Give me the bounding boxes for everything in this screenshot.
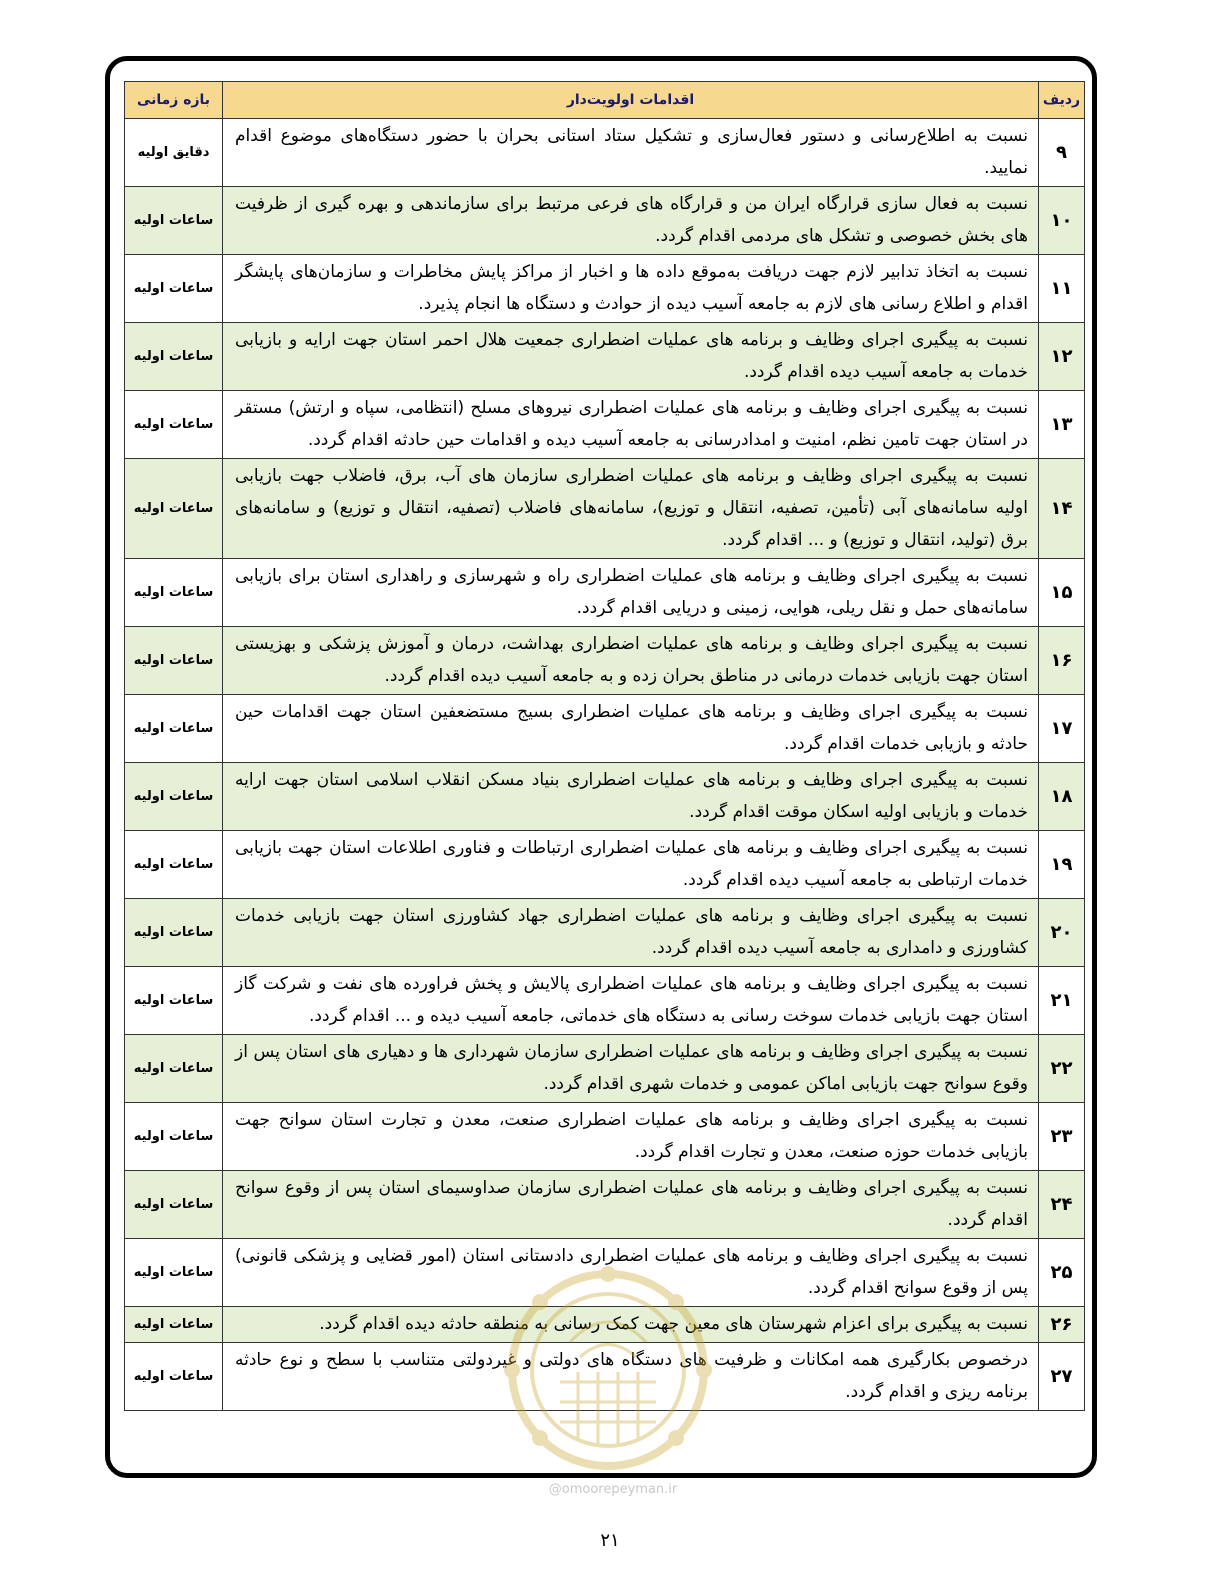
header-priority-actions: اقدامات اولویت‌دار <box>223 82 1039 119</box>
time-frame-cell: ساعات اولیه <box>125 1343 223 1411</box>
time-frame-cell: ساعات اولیه <box>125 187 223 255</box>
table-row <box>125 1307 1085 1343</box>
action-text-cell: نسبت به پیگیری اجرای وظایف و برنامه های عملیات اضطراری سازمان شهرداری ها و دهیاری های استان پس از وقوع سوانح جهت بازیابی اماکن عمومی و خدمات شهری اقدام گردد. <box>223 1035 1039 1103</box>
time-frame-cell: ساعات اولیه <box>125 391 223 459</box>
row-number-cell: ۲۴ <box>1039 1171 1085 1239</box>
table-row <box>125 1035 1085 1103</box>
action-text-cell: نسبت به پیگیری اجرای وظایف و برنامه های عملیات اضطراری صنعت، معدن و تجارت استان سوانح جهت بازیابی خدمات حوزه صنعت، معدن و تجارت اقدام گردد. <box>223 1103 1039 1171</box>
time-frame-cell: ساعات اولیه <box>125 695 223 763</box>
table-row <box>125 1103 1085 1171</box>
table-header-row <box>125 82 1085 119</box>
row-number-cell: ۲۶ <box>1039 1307 1085 1343</box>
row-number-cell: ۲۲ <box>1039 1035 1085 1103</box>
time-frame-cell: ساعات اولیه <box>125 899 223 967</box>
table-row <box>125 763 1085 831</box>
time-frame-cell: دقایق اولیه <box>125 119 223 187</box>
action-text-cell: نسبت به پیگیری اجرای وظایف و برنامه های عملیات اضطراری بهداشت، درمان و آموزش پزشکی و بهزیستی استان جهت بازیابی خدمات درمانی در مناطق بحران زده و به جامعه آسیب دیده اقدام گردد. <box>223 627 1039 695</box>
time-frame-cell: ساعات اولیه <box>125 1171 223 1239</box>
action-text-cell: نسبت به پیگیری اجرای وظایف و برنامه های عملیات اضطراری سازمان صداوسیمای استان پس از وقوع سوانح اقدام گردد. <box>223 1171 1039 1239</box>
table-row <box>125 559 1085 627</box>
row-number-cell: ۱۰ <box>1039 187 1085 255</box>
time-frame-cell: ساعات اولیه <box>125 1103 223 1171</box>
row-number-cell: ۱۴ <box>1039 459 1085 559</box>
time-frame-cell: ساعات اولیه <box>125 1239 223 1307</box>
row-number-cell: ۱۱ <box>1039 255 1085 323</box>
table-row <box>125 831 1085 899</box>
action-text-cell: نسبت به پیگیری اجرای وظایف و برنامه های عملیات اضطراری راه و شهرسازی و راهداری استان برای بازیابی سامانه‌های حمل و نقل ریلی، هوایی، زمینی و دریایی اقدام گردد. <box>223 559 1039 627</box>
row-number-cell: ۲۱ <box>1039 967 1085 1035</box>
table-row <box>125 967 1085 1035</box>
action-text-cell: نسبت به پیگیری اجرای وظایف و برنامه های عملیات اضطراری دادستانی استان (امور قضایی و پزشکی قانونی) پس از وقوع سوانح اقدام گردد. <box>223 1239 1039 1307</box>
action-text-cell: نسبت به اطلاع‌رسانی و دستور فعال‌سازی و تشکیل ستاد استانی بحران با حضور دستگاه‌های موضوع اقدام نمایید. <box>223 119 1039 187</box>
action-text-cell: نسبت به پیگیری اجرای وظایف و برنامه های عملیات اضطراری نیروهای مسلح (انتظامی، سپاه و ارتش) مستقر در استان جهت تامین نظم، امنیت و امدادرسانی به جامعه آسیب دیده و اقدامات حین حادثه اقدام گردد. <box>223 391 1039 459</box>
action-text-cell: نسبت به پیگیری اجرای وظایف و برنامه های عملیات اضطراری پالایش و پخش فراورده های نفت و شرکت گاز استان جهت بازیابی خدمات سوخت رسانی به دستگاه های خدماتی، جامعه آسیب دیده و ... اقدام گردد. <box>223 967 1039 1035</box>
row-number-cell: ۱۲ <box>1039 323 1085 391</box>
action-text-cell: نسبت به پیگیری برای اعزام شهرستان های معین جهت کمک رسانی به منطقه حادثه دیده اقدام گردد. <box>223 1307 1039 1343</box>
action-text-cell: نسبت به پیگیری اجرای وظایف و برنامه های عملیات اضطراری ارتباطات و فناوری اطلاعات استان جهت بازیابی خدمات ارتباطی به جامعه آسیب دیده اقدام گردد. <box>223 831 1039 899</box>
row-number-cell: ۱۷ <box>1039 695 1085 763</box>
action-text-cell: درخصوص بکارگیری همه امکانات و ظرفیت های دستگاه های دولتی و غیردولتی متناسب با سطح و نوع حادثه برنامه ریزی و اقدام گردد. <box>223 1343 1039 1411</box>
table-row <box>125 255 1085 323</box>
time-frame-cell: ساعات اولیه <box>125 459 223 559</box>
action-text-cell: نسبت به پیگیری اجرای وظایف و برنامه های عملیات اضطراری بنیاد مسکن انقلاب اسلامی استان جهت ارایه خدمات و بازیابی اولیه اسکان موقت اقدام گردد. <box>223 763 1039 831</box>
time-frame-cell: ساعات اولیه <box>125 967 223 1035</box>
action-text-cell: نسبت به اتخاذ تدابیر لازم جهت دریافت به‌موقع داده ها و اخبار از مراکز پایش مخاطرات و سازمان‌های پایشگر اقدام و اطلاع رسانی های لازم به جامعه آسیب دیده از حوادث و دستگاه ها انجام پذیرد. <box>223 255 1039 323</box>
row-number-cell: ۲۰ <box>1039 899 1085 967</box>
row-number-cell: ۱۵ <box>1039 559 1085 627</box>
time-frame-cell: ساعات اولیه <box>125 1035 223 1103</box>
table-row <box>125 323 1085 391</box>
row-number-cell: ۲۷ <box>1039 1343 1085 1411</box>
table-row <box>125 627 1085 695</box>
time-frame-cell: ساعات اولیه <box>125 1307 223 1343</box>
time-frame-cell: ساعات اولیه <box>125 323 223 391</box>
header-time-frame: بازه زمانی <box>125 82 223 119</box>
time-frame-cell: ساعات اولیه <box>125 559 223 627</box>
page-number: ۲۱ <box>600 1530 620 1551</box>
time-frame-cell: ساعات اولیه <box>125 831 223 899</box>
table-row <box>125 119 1085 187</box>
row-number-cell: ۱۶ <box>1039 627 1085 695</box>
table-row <box>125 187 1085 255</box>
row-number-cell: ۱۳ <box>1039 391 1085 459</box>
time-frame-cell: ساعات اولیه <box>125 763 223 831</box>
action-text-cell: نسبت به پیگیری اجرای وظایف و برنامه های عملیات اضطراری بسیج مستضعفین استان جهت اقدامات حین حادثه و بازیابی خدمات اقدام گردد. <box>223 695 1039 763</box>
row-number-cell: ۲۳ <box>1039 1103 1085 1171</box>
row-number-cell: ۲۵ <box>1039 1239 1085 1307</box>
priority-actions-table <box>124 81 1085 1411</box>
table-row <box>125 695 1085 763</box>
table-row <box>125 459 1085 559</box>
action-text-cell: نسبت به پیگیری اجرای وظایف و برنامه های عملیات اضطراری جهاد کشاورزی استان جهت بازیابی خدمات کشاورزی و دامداری به جامعه آسیب دیده اقدام گردد. <box>223 899 1039 967</box>
header-row-number: ردیف <box>1039 82 1085 119</box>
action-text-cell: نسبت به پیگیری اجرای وظایف و برنامه های عملیات اضطراری سازمان های آب، برق، فاضلاب جهت بازیابی اولیه سامانه‌های آبی (تأمین، تصفیه، انتقال و توزیع)، سامانه‌های فاضلاب (تصفیه، انتقال و توزیع) و سامانه‌های برق (تولید، انتقال و توزیع) و ... اقدام گردد. <box>223 459 1039 559</box>
action-text-cell: نسبت به فعال سازی قرارگاه ایران من و قرارگاه های فرعی مرتبط برای سازماندهی و بهره گیری از ظرفیت های بخش خصوصی و تشکل های مردمی اقدام گردد. <box>223 187 1039 255</box>
time-frame-cell: ساعات اولیه <box>125 627 223 695</box>
table-row <box>125 1239 1085 1307</box>
table-row <box>125 391 1085 459</box>
table-row <box>125 1171 1085 1239</box>
action-text-cell: نسبت به پیگیری اجرای وظایف و برنامه های عملیات اضطراری جمعیت هلال احمر استان جهت ارایه و بازیابی خدمات به جامعه آسیب دیده اقدام گردد. <box>223 323 1039 391</box>
watermark-url: @omoorepeyman.ir <box>548 1482 678 1497</box>
table-row <box>125 1343 1085 1411</box>
time-frame-cell: ساعات اولیه <box>125 255 223 323</box>
row-number-cell: ۱۹ <box>1039 831 1085 899</box>
row-number-cell: ۱۸ <box>1039 763 1085 831</box>
row-number-cell: ۹ <box>1039 119 1085 187</box>
table-row <box>125 899 1085 967</box>
